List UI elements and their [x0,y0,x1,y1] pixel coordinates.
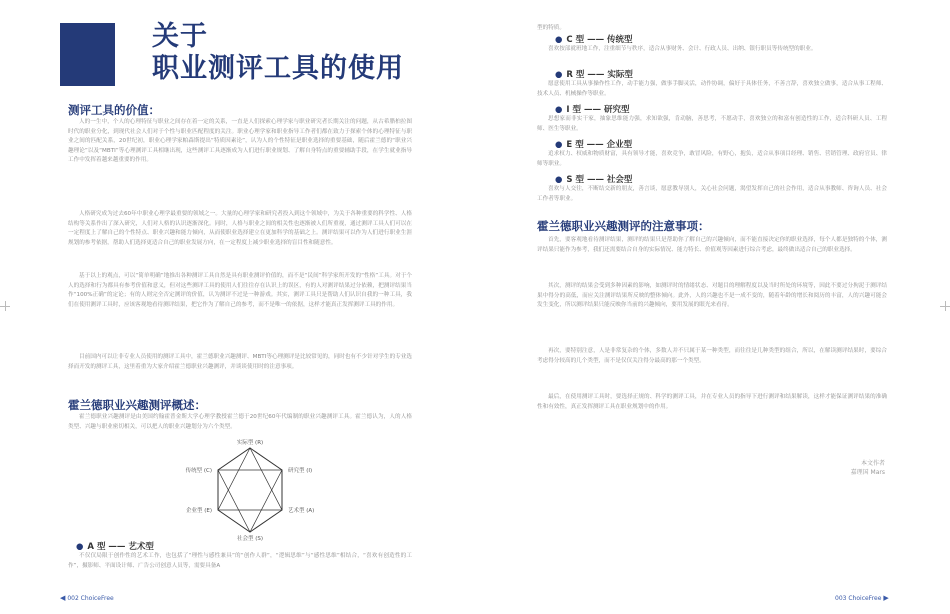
right-footer-text: 003 ChoiceFree [835,595,882,602]
left-footer-text: 002 ChoiceFree [67,595,114,602]
type-r-label: R 型 —— 实际型 [566,70,633,80]
title-line-2: 职业测评工具的使用 [152,53,404,84]
hexagon-label-s: 社会型 (S) [236,536,264,542]
right-footer [835,594,889,602]
hexagon-label-e: 企业型 (E) [185,508,212,514]
author-label: 本文作者 [860,460,885,467]
page-title [152,21,404,85]
type-r-text: 愿意使用工具从事操作性工作，动手能力强，做事手脚灵活，动作协调，偏好于具体任务，不善言辞，喜欢独立做事，适合从事工程师、技术人员、机械操作等职业。 [537,81,887,97]
section-heading-value: 测评工具的价值： [68,103,160,117]
title-color-block [60,23,115,86]
paragraph: 再次，要特别注意，人是非常复杂的个体，多数人并不只属于某一种类型，而往往是几种类型的组合，所以，在解读测评结果时，要综合考虑得分较高的几个类型，而不是仅仅关注得分最高的那一个类型。 [537,348,887,364]
type-i-heading: ● I 型 —— 研究型 [555,105,630,115]
footer-triangle-icon: ▶ [883,594,889,602]
right-page [475,0,950,614]
hexagon-outline [218,448,282,532]
paragraph: 首先，要客观地看待测评结果，测评的结果只是帮助你了解自己的兴趣倾向，而不能直接决定你的职业选择，每个人都是独特的个体，测评结果只能作为参考，我们还需要结合自身的实际情况、能力特长、价值观等因素进行综合考虑，最终做出适合自己的职业选择。 [537,237,887,253]
hexagon-label-r: 实际型 (R) [236,440,264,446]
type-a-text: 不仅仅局限于创作性的艺术工作，也包括了“理性与感性兼具”的“创作人群”，“逻辑思维”与“感性思维”相结合，“喜欢有创造性的工作”，摄影师、平面设计师、广告公司创意人员等，需要具备A [68,553,412,569]
type-a-label: A 型 —— 艺术型 [87,542,154,552]
paragraph: 基于以上的观点，可以“简单明确”地推出各种测评工具自然是具有职业测评价值的，而不是“民间”科学家所开发的“性格”工具。对于个人的选择和行为都具有参考价值和意义，但对这些测评工具的使用人们往往存在认识上的误区，有的人对测评结果过分依赖，把测评结果当作“100%正确”的定论；有的人则完全否定测评的价值，认为测评不过是一种游戏。其实，测评工具只是帮助人们认识自我的一种工具，我们在使用测评工具时，应该客观地看待测评结果，把它作为了解自己的参考，而不是唯一的依据，这样才能真正发挥测评工具的作用。 [68,273,412,308]
paragraph: 目前国内可以让非专业人员使用的测评工具中，霍兰德职业兴趣测评、MBTI等心理测评是比较常见的，同时也有不少针对学生的专业选择而开发的测评工具，这里着重为大家介绍霍兰德职业兴趣测评，并谈谈使用时的注意事项。 [68,354,412,370]
type-r-heading: ● R 型 —— 实际型 [555,70,633,80]
hexagon-label-a: 艺术型 (A) [288,508,315,514]
type-c-label: C 型 —— 传统型 [566,35,633,45]
footer-triangle-icon: ◀ [60,594,66,602]
type-i-text: 思想家而非实干家，抽象思维能力强，求知欲强，肯动脑，善思考，不愿动手，喜欢独立的和富有创造性的工作，适合科研人员、工程师、医生等职业。 [537,116,887,132]
section-heading-notes: 霍兰德职业兴趣测评的注意事项： [537,219,710,233]
paragraph: 人的一生中，个人的心理特征与职业之间存在着一定的关系，一直是人们探索心理学家与职业研究者长期关注的问题，从古希腊柏拉图时代的职业分化，到现代社会人们对于个性与职业匹配程度的关注。职业心理学家和职业指导工作者们都在致力于探索个体的心理特征与职业之间的匹配关系，20世纪初，职业心理学家帕森斯提出“特质因素论”，认为人的个性特征是职业选择的重要基础，随后霍兰德的“职业兴趣理论”以及“MBTI”等心理测评工具相继出现，这些测评工具逐渐成为人们进行职业规划、了解自身特点的重要辅助手段，在学生就业指导工作中发挥着越来越重要的作用。 [68,119,412,164]
title-line-1: 关于 [152,21,208,52]
type-e-text: 追求权力、权威和物质财富，具有领导才能，喜欢竞争，敢冒风险，有野心，抱负，适合从事项目经理、销售、营销管理、政府官员、律师等职业。 [537,151,887,167]
crop-mark [945,301,946,311]
type-c-text: 喜欢按部就班地工作，注重细节与秩序，适合从事财务、会计、行政人员、出纳、银行职员等传统型的职业。 [548,46,817,52]
author-block [805,458,885,476]
holland-hexagon-diagram [170,436,330,542]
intro-text: 型的特质。 [537,25,565,31]
type-s-text: 喜欢与人交往，不断结交新的朋友，善言谈，愿意教导别人，关心社会问题，渴望发挥自己的社会作用，适合从事教师、咨询人员、社会工作者等职业。 [537,186,887,202]
type-c-heading: ● C 型 —— 传统型 [555,35,633,45]
crop-mark [5,301,6,311]
author-name: 嘉理国 Mars [850,469,885,476]
type-e-label: E 型 —— 企业型 [566,140,633,150]
type-i-label: I 型 —— 研究型 [566,105,630,115]
type-a-heading: ● A 型 —— 艺术型 [76,542,154,552]
type-s-label: S 型 —— 社会型 [566,175,633,185]
type-e-heading: ● E 型 —— 企业型 [555,140,633,150]
hexagon-label-c: 传统型 (C) [185,468,212,474]
left-footer [60,594,114,602]
paragraph: 人格研究成为过去60年中职业心理学最重要的领域之一。大量的心理学家和研究者投入到这个领域中，为关于各种重要的科学性、人格结构等关系作出了深入研究，人们对人格的认识逐渐深化。同时，人格与职业之间的相关性也逐渐被人们所重视，通过测评工具人们可以在一定程度上了解自己的个性特点、职业兴趣和能力倾向，从而使职业选择建立在更加科学的基础之上。测评结果可以作为人们进行职业生涯规划的参考依据，帮助人们选择更适合自己的职业发展方向，在一定程度上减少职业选择的盲目性和随意性。 [68,211,412,246]
section-heading-overview: 霍兰德职业兴趣测评概述： [68,398,206,412]
paragraph: 其次，测评的结果会受到多种因素的影响，如测评时的情绪状态、对题目的理解程度以及当时所处的环境等，因此不要过分拘泥于测评结果中得分的高低，而应关注测评结果所反映的整体倾向。此外，人的兴趣也不是一成不变的，随着年龄的增长和阅历的丰富，人的兴趣可能会发生变化，所以测评结果只能反映你当前的兴趣倾向，要用发展的眼光来看待。 [537,283,887,309]
paragraph: 霍兰德职业兴趣测评是由美国约翰霍普金斯大学心理学教授霍兰德于20世纪60年代编制的职业兴趣测评工具。霍兰德认为，人的人格类型、兴趣与职业密切相关，可以把人的职业兴趣划分为六个类型。 [68,414,412,430]
hexagon-label-i: 研究型 (I) [288,468,313,474]
paragraph: 最后，在使用测评工具时，要选择正规的、科学的测评工具，并在专业人员的指导下进行测评和结果解读，这样才能保证测评结果的准确性和有效性，真正发挥测评工具在职业规划中的作用。 [537,394,887,410]
type-s-heading: ● S 型 —— 社会型 [555,175,633,185]
triangle-1 [218,448,282,510]
triangle-2 [218,470,282,532]
